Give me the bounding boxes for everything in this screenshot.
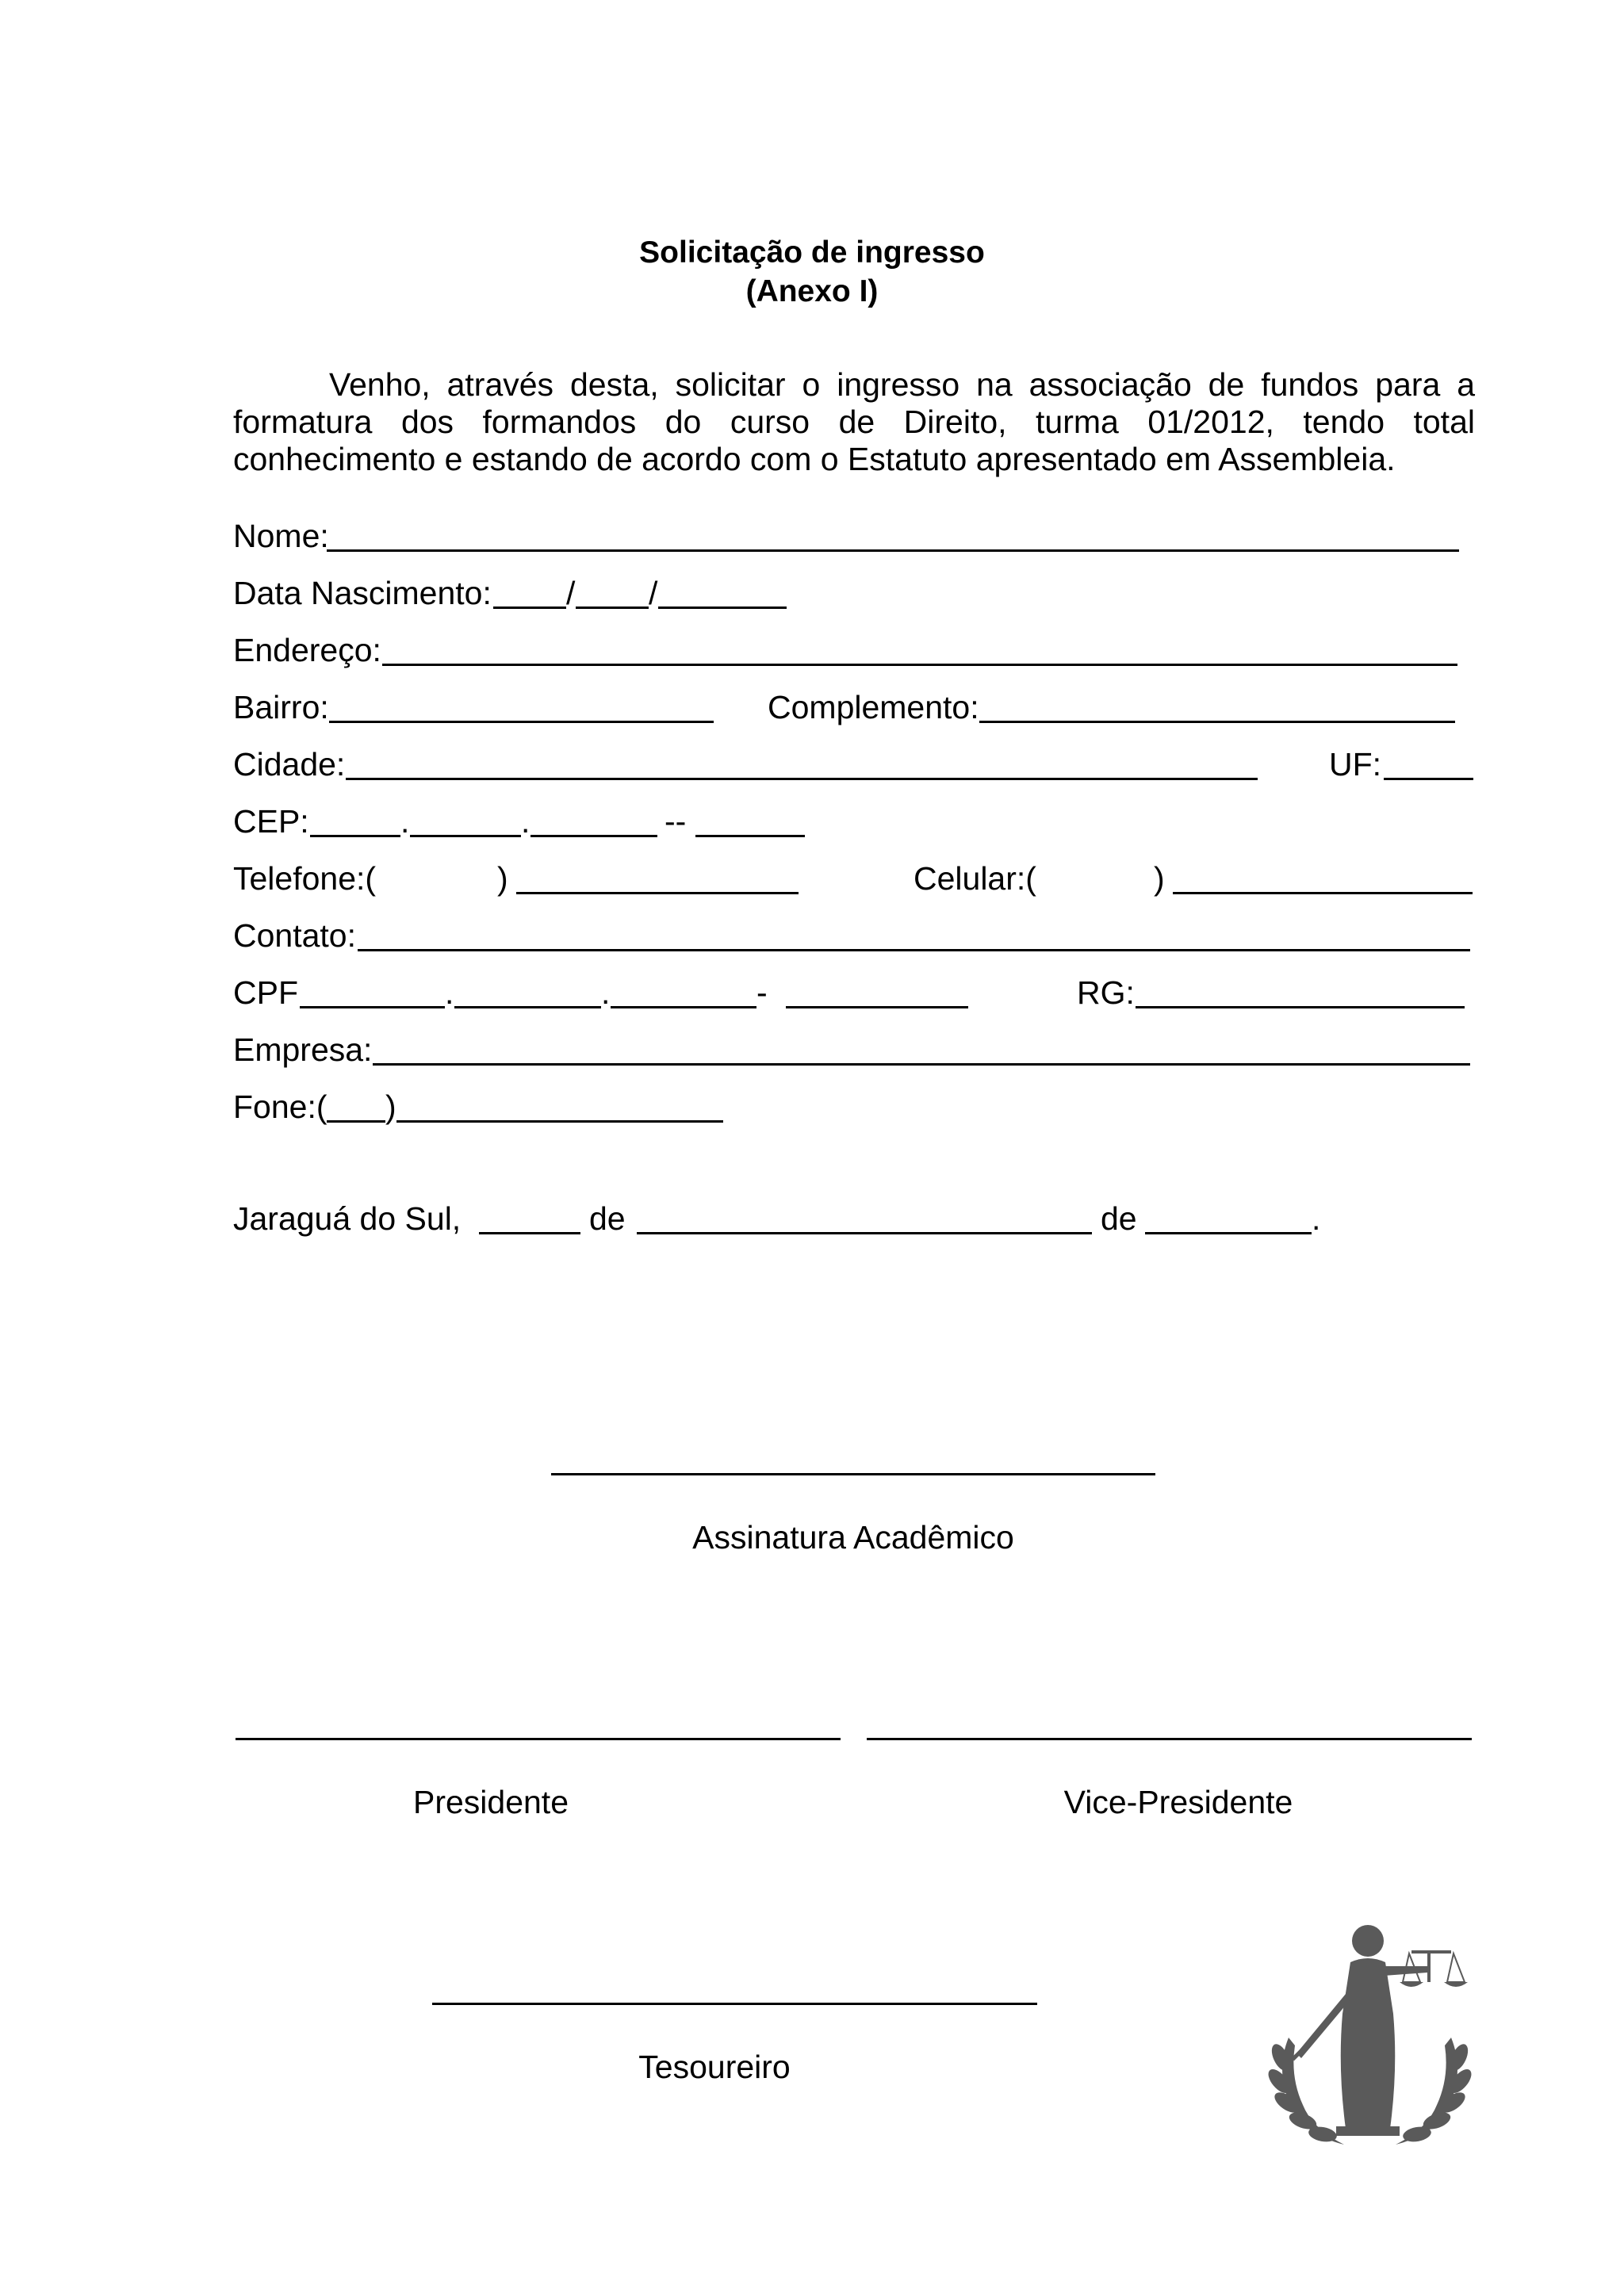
tesoureiro-signature-line[interactable] bbox=[432, 2003, 1037, 2005]
cpf-part-1-field[interactable] bbox=[300, 1006, 445, 1008]
data-separator-1: / bbox=[566, 575, 576, 611]
cep-dot-1: . bbox=[400, 803, 410, 840]
presidente-signature-line[interactable] bbox=[236, 1738, 841, 1740]
cep-part-1-field[interactable] bbox=[310, 835, 400, 837]
contato-label: Contato: bbox=[233, 917, 356, 954]
date-de-1: de bbox=[589, 1200, 626, 1237]
lady-justice-icon bbox=[1257, 1919, 1483, 2156]
academico-signature-label: Assinatura Acadêmico bbox=[692, 1519, 1014, 1556]
endereco-field[interactable] bbox=[382, 664, 1457, 666]
data-day-field[interactable] bbox=[493, 607, 566, 609]
nome-field[interactable] bbox=[327, 549, 1459, 552]
cpf-dash: - bbox=[756, 974, 768, 1011]
cep-part-3-field[interactable] bbox=[530, 835, 657, 837]
nome-label: Nome: bbox=[233, 518, 329, 554]
cep-dash: -- bbox=[665, 803, 687, 840]
cpf-part-3-field[interactable] bbox=[611, 1006, 756, 1008]
data-month-field[interactable] bbox=[576, 607, 649, 609]
rg-field[interactable] bbox=[1136, 1006, 1465, 1008]
date-year-field[interactable] bbox=[1145, 1232, 1312, 1234]
telefone-field[interactable] bbox=[516, 892, 799, 894]
fone-label: Fone:( bbox=[233, 1089, 327, 1125]
complemento-label: Complemento: bbox=[768, 689, 979, 725]
cidade-field[interactable] bbox=[346, 778, 1258, 780]
data-year-field[interactable] bbox=[658, 607, 787, 609]
cep-label: CEP: bbox=[233, 803, 309, 840]
vice-signature-line[interactable] bbox=[867, 1738, 1472, 1740]
celular-label: Celular:( bbox=[914, 860, 1036, 897]
academico-signature-line[interactable] bbox=[551, 1473, 1155, 1475]
complemento-field[interactable] bbox=[979, 721, 1455, 723]
cpf-dot-2: . bbox=[601, 974, 611, 1011]
cep-dot-2: . bbox=[521, 803, 530, 840]
data-separator-2: / bbox=[649, 575, 658, 611]
fone-close-paren: ) bbox=[385, 1089, 396, 1125]
empresa-label: Empresa: bbox=[233, 1031, 373, 1068]
cpf-part-4-field[interactable] bbox=[786, 1006, 968, 1008]
celular-close-paren: ) bbox=[1154, 860, 1165, 897]
telefone-close-paren: ) bbox=[497, 860, 508, 897]
cpf-part-2-field[interactable] bbox=[454, 1006, 601, 1008]
bairro-field[interactable] bbox=[329, 721, 714, 723]
contato-field[interactable] bbox=[358, 949, 1470, 951]
form-title: Solicitação de ingresso bbox=[639, 235, 985, 270]
endereco-label: Endereço: bbox=[233, 632, 381, 668]
bairro-label: Bairro: bbox=[233, 689, 329, 725]
vice-signature-label: Vice-Presidente bbox=[1063, 1784, 1293, 1820]
intro-line-2: formatura dos formandos do curso de Direito, turma 01/2012, tendo total bbox=[233, 404, 1475, 440]
empresa-field[interactable] bbox=[373, 1063, 1470, 1066]
cidade-label: Cidade: bbox=[233, 746, 346, 783]
fone-field[interactable] bbox=[396, 1120, 723, 1123]
intro-line-3: conhecimento e estando de acordo com o Estatuto apresentado em Assembleia. bbox=[233, 441, 1396, 477]
uf-field[interactable] bbox=[1384, 778, 1473, 780]
tesoureiro-signature-label: Tesoureiro bbox=[638, 2049, 791, 2085]
date-end-period: . bbox=[1312, 1200, 1321, 1237]
city-label: Jaraguá do Sul, bbox=[233, 1200, 462, 1237]
telefone-label: Telefone:( bbox=[233, 860, 377, 897]
data-nascimento-label: Data Nascimento: bbox=[233, 575, 492, 611]
presidente-signature-label: Presidente bbox=[412, 1784, 569, 1820]
date-de-2: de bbox=[1101, 1200, 1137, 1237]
rg-label: RG: bbox=[1077, 974, 1135, 1011]
cep-part-4-field[interactable] bbox=[695, 835, 805, 837]
date-day-field[interactable] bbox=[479, 1232, 580, 1234]
cep-part-2-field[interactable] bbox=[410, 835, 521, 837]
intro-line-1: Venho, através desta, solicitar o ingresso na associação de fundos para a bbox=[329, 366, 1475, 403]
fone-ddd-field[interactable] bbox=[327, 1120, 385, 1123]
cpf-label: CPF bbox=[233, 974, 298, 1011]
celular-field[interactable] bbox=[1173, 892, 1473, 894]
uf-label: UF: bbox=[1329, 746, 1382, 783]
date-month-field[interactable] bbox=[637, 1232, 1092, 1234]
cpf-dot-1: . bbox=[445, 974, 454, 1011]
form-subtitle: (Anexo I) bbox=[745, 274, 879, 308]
